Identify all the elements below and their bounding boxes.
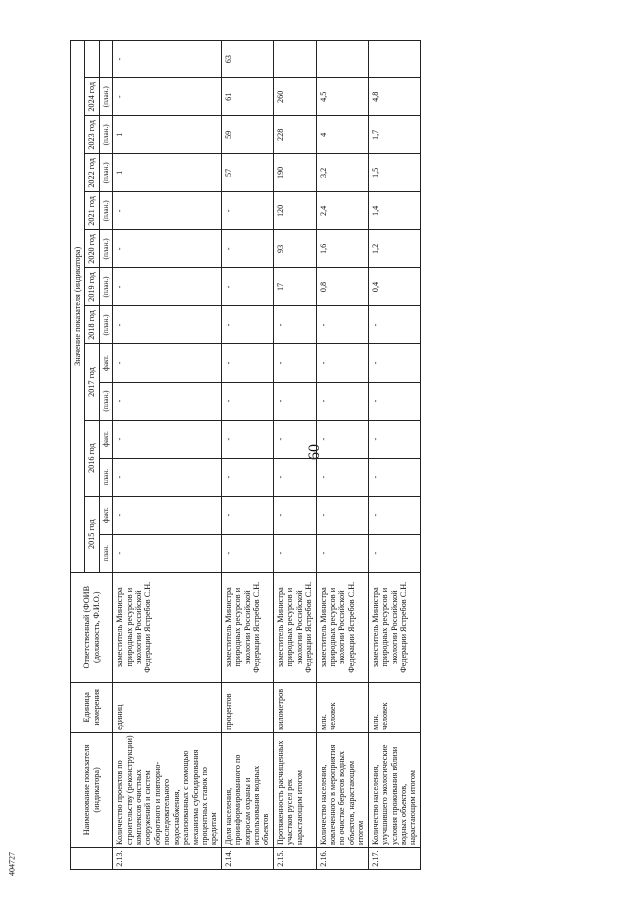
header-2015-plan: план. <box>99 534 112 572</box>
unit-cell: километров <box>273 682 316 732</box>
header-year-2015: 2015 год <box>85 496 99 572</box>
table-row <box>368 41 420 870</box>
value-cell: - <box>113 420 222 458</box>
value-cell: - <box>273 496 316 534</box>
value-cell: 4,8 <box>368 78 420 116</box>
value-cell: - <box>113 344 222 382</box>
responsible-cell: заместитель Министра природных ресурсов и экологии Российской Федерации Ястребов С.Н. <box>316 572 368 682</box>
indicator-name: Количество проектов по строительству (реконструкции) комплексов очистных сооружений и систем оборотного и повторно-последовательного водоснабжения, реализованных с помощью механизма субсидирования процентных ставок по кредитам <box>113 732 222 847</box>
header-2016-fact: факт. <box>99 420 112 458</box>
table-row <box>273 41 316 870</box>
value-cell: - <box>221 306 273 344</box>
value-cell: 93 <box>273 230 316 268</box>
value-cell: - <box>273 420 316 458</box>
row-number: 2.17. <box>368 847 420 869</box>
value-cell <box>273 41 316 78</box>
value-cell: 190 <box>273 154 316 192</box>
value-cell: - <box>316 382 368 420</box>
value-cell: 1 <box>113 154 222 192</box>
value-cell: - <box>221 496 273 534</box>
header-2016-plan: план. <box>99 458 112 496</box>
value-cell: - <box>113 458 222 496</box>
value-cell: - <box>273 382 316 420</box>
value-cell: - <box>113 268 222 306</box>
header-value-group: Значение показателя (индикатора) <box>71 41 85 573</box>
value-cell: 1,7 <box>368 116 420 154</box>
value-cell: 3,2 <box>316 154 368 192</box>
value-cell: - <box>316 344 368 382</box>
value-cell: - <box>368 534 420 572</box>
value-cell: - <box>113 306 222 344</box>
row-number: 2.16. <box>316 847 368 869</box>
responsible-cell: заместитель Министра природных ресурсов и экологии Российской Федерации Ястребов С.Н. <box>113 572 222 682</box>
value-cell: - <box>221 230 273 268</box>
value-cell: - <box>221 192 273 230</box>
header-year-2017: 2017 год <box>85 344 99 420</box>
header-2020-plan: (план.) <box>99 230 112 268</box>
value-cell: - <box>316 534 368 572</box>
value-cell: - <box>221 268 273 306</box>
header-extra-empty <box>85 41 99 78</box>
value-cell: 59 <box>221 116 273 154</box>
indicator-name: Количество населения, вовлеченного в мероприятия по очистке берегов водных объектов, нарастающим итогом <box>316 732 368 847</box>
value-cell: - <box>368 420 420 458</box>
header-responsible: Ответственный (ФОИВ (должность, Ф.И.О.) <box>71 572 113 682</box>
header-year-2018: 2018 год <box>85 306 99 344</box>
header-year-2019: 2019 год <box>85 268 99 306</box>
header-2019-plan: (план.) <box>99 268 112 306</box>
value-cell: - <box>113 382 222 420</box>
value-cell: - <box>316 458 368 496</box>
value-cell: 1,4 <box>368 192 420 230</box>
header-2023-plan: (план.) <box>99 116 112 154</box>
value-cell: - <box>221 534 273 572</box>
value-cell: 120 <box>273 192 316 230</box>
indicator-name: Доля населения, проинформированного по вопросам охраны и использования водных объектов <box>221 732 273 847</box>
value-cell: - <box>221 458 273 496</box>
value-cell: - <box>113 78 222 116</box>
value-cell: 0,4 <box>368 268 420 306</box>
table-row <box>221 41 273 870</box>
header-2022-plan: (план.) <box>99 154 112 192</box>
value-cell: 1 <box>113 116 222 154</box>
value-cell: - <box>113 192 222 230</box>
header-2017-plan: (план.) <box>99 382 112 420</box>
value-cell: - <box>113 496 222 534</box>
value-cell: 4 <box>316 116 368 154</box>
unit-cell: млн. человек <box>368 682 420 732</box>
value-cell: - <box>273 344 316 382</box>
rotated-table-container <box>70 40 590 870</box>
value-cell: - <box>273 306 316 344</box>
responsible-cell: заместитель Министра природных ресурсов и экологии Российской Федерации Ястребов С.Н. <box>368 572 420 682</box>
indicator-name: Количество населения, улучшившего экологические условия проживания вблизи водных объектов, нарастающим итогом <box>368 732 420 847</box>
header-year-2021: 2021 год <box>85 192 99 230</box>
row-number: 2.15. <box>273 847 316 869</box>
value-cell: - <box>316 306 368 344</box>
table-row <box>316 41 368 870</box>
value-cell: - <box>316 420 368 458</box>
value-cell: 1,6 <box>316 230 368 268</box>
value-cell: 17 <box>273 268 316 306</box>
table-body <box>113 41 421 870</box>
value-cell: - <box>368 458 420 496</box>
value-cell: 4,5 <box>316 78 368 116</box>
indicator-table <box>70 40 421 870</box>
value-cell: - <box>316 496 368 534</box>
header-year-2022: 2022 год <box>85 154 99 192</box>
value-cell <box>316 41 368 78</box>
unit-cell: единиц <box>113 682 222 732</box>
unit-cell: млн. человек <box>316 682 368 732</box>
value-cell: 260 <box>273 78 316 116</box>
value-cell: - <box>368 382 420 420</box>
value-cell: 57 <box>221 154 273 192</box>
header-2021-plan: (план.) <box>99 192 112 230</box>
header-num-empty <box>71 847 113 869</box>
value-cell: 2,4 <box>316 192 368 230</box>
responsible-cell: заместитель Министра природных ресурсов и экологии Российской Федерации Ястребов С.Н. <box>221 572 273 682</box>
value-cell: - <box>368 306 420 344</box>
header-2024-plan: (план.) <box>99 78 112 116</box>
unit-cell: процентов <box>221 682 273 732</box>
document-code: 404727 <box>7 852 17 876</box>
header-extra-empty-2 <box>99 41 112 78</box>
value-cell: - <box>273 534 316 572</box>
value-cell: - <box>113 534 222 572</box>
header-name: Наименование показателя (индикатора) <box>71 732 113 847</box>
responsible-cell: заместитель Министра природных ресурсов и экологии Российской Федерации Ястребов С.Н. <box>273 572 316 682</box>
value-cell: - <box>368 344 420 382</box>
value-cell: 63 <box>221 41 273 78</box>
value-cell: 1,5 <box>368 154 420 192</box>
indicator-name: Протяженность расчищенных участков русел рек нарастающим итогом <box>273 732 316 847</box>
value-cell: 0,8 <box>316 268 368 306</box>
value-cell: 61 <box>221 78 273 116</box>
header-year-2023: 2023 год <box>85 116 99 154</box>
value-cell: - <box>368 496 420 534</box>
value-cell: - <box>273 458 316 496</box>
value-cell: 228 <box>273 116 316 154</box>
value-cell: - <box>113 230 222 268</box>
value-cell: - <box>113 41 222 78</box>
header-year-2020: 2020 год <box>85 230 99 268</box>
value-cell <box>368 41 420 78</box>
header-year-2016: 2016 год <box>85 420 99 496</box>
value-cell: - <box>221 382 273 420</box>
header-2015-fact: факт. <box>99 496 112 534</box>
value-cell: - <box>221 420 273 458</box>
header-2018-plan: (план.) <box>99 306 112 344</box>
value-cell: - <box>221 344 273 382</box>
header-unit: Единица измерения <box>71 682 113 732</box>
header-year-2024: 2024 год <box>85 78 99 116</box>
page-number: 60 <box>306 444 323 460</box>
table-row <box>113 41 222 870</box>
header-2017-fact: факт. <box>99 344 112 382</box>
row-number: 2.13. <box>113 847 222 869</box>
row-number: 2.14. <box>221 847 273 869</box>
value-cell: 1,2 <box>368 230 420 268</box>
